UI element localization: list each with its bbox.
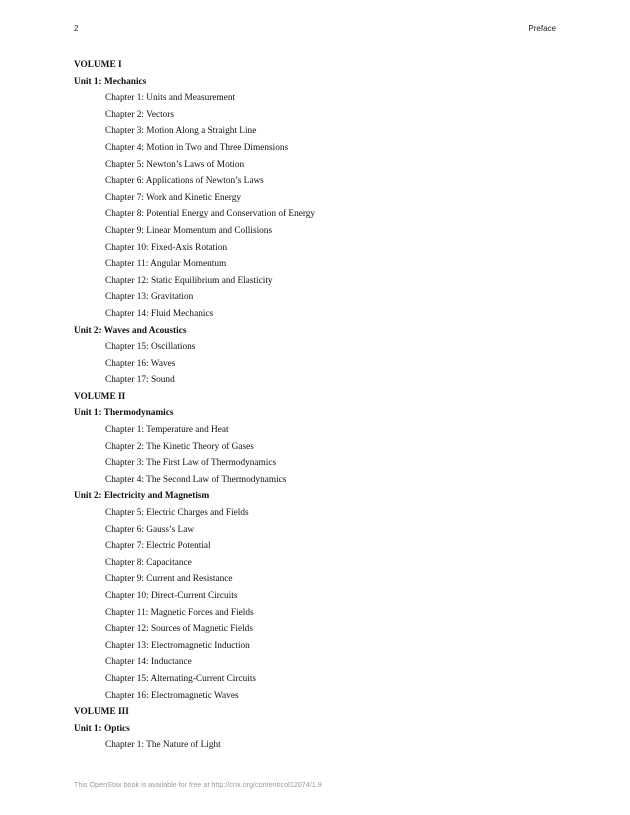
toc-chapter-entry: Chapter 13: Gravitation — [105, 292, 194, 303]
toc-chapter-entry: Chapter 12: Static Equilibrium and Elasticity — [105, 275, 273, 286]
page-number: 2 — [74, 24, 79, 33]
toc-chapter-entry: Chapter 9: Linear Momentum and Collisions — [105, 225, 273, 236]
toc-chapter-entry: Chapter 5: Electric Charges and Fields — [105, 508, 249, 519]
footer-availability-note: This OpenStax book is available for free at http://cnx.org/content/col12074/1.9 — [74, 780, 322, 789]
toc-unit-entry: Unit 1: Mechanics — [74, 76, 147, 87]
toc-chapter-entry: Chapter 16: Electromagnetic Waves — [105, 690, 239, 701]
toc-unit-entry: Unit 2: Waves and Acoustics — [74, 325, 187, 336]
toc-chapter-entry: Chapter 3: The First Law of Thermodynamics — [105, 458, 277, 469]
toc-chapter-entry: Chapter 14: Fluid Mechanics — [105, 308, 214, 319]
toc-chapter-entry: Chapter 15: Alternating-Current Circuits — [105, 673, 257, 684]
running-header-section: Preface — [528, 24, 556, 33]
toc-chapter-entry: Chapter 2: Vectors — [105, 109, 175, 120]
toc-chapter-entry: Chapter 12: Sources of Magnetic Fields — [105, 624, 253, 635]
toc-chapter-entry: Chapter 1: The Nature of Light — [105, 740, 221, 751]
toc-chapter-entry: Chapter 2: The Kinetic Theory of Gases — [105, 441, 254, 452]
toc-unit-entry: Unit 1: Thermodynamics — [74, 408, 174, 419]
toc-chapter-entry: Chapter 7: Electric Potential — [105, 541, 211, 552]
toc-chapter-entry: Chapter 5: Newton’s Laws of Motion — [105, 159, 245, 170]
toc-volume-entry: VOLUME II — [74, 391, 126, 402]
toc-chapter-entry: Chapter 3: Motion Along a Straight Line — [105, 126, 257, 137]
toc-chapter-entry: Chapter 6: Applications of Newton’s Laws — [105, 176, 264, 187]
toc-volume-entry: VOLUME III — [74, 707, 129, 718]
toc-chapter-entry: Chapter 4: The Second Law of Thermodynamics — [105, 474, 287, 485]
toc-chapter-entry: Chapter 6: Gauss’s Law — [105, 524, 195, 535]
toc-chapter-entry: Chapter 15: Oscillations — [105, 342, 196, 353]
toc-chapter-entry: Chapter 7: Work and Kinetic Energy — [105, 192, 242, 203]
toc-volume-entry: VOLUME I — [74, 60, 122, 70]
toc-chapter-entry: Chapter 4: Motion in Two and Three Dimensions — [105, 142, 289, 153]
toc-chapter-entry: Chapter 16: Waves — [105, 358, 176, 369]
toc-unit-entry: Unit 1: Optics — [74, 723, 130, 734]
table-of-contents — [74, 57, 554, 754]
toc-chapter-entry: Chapter 1: Units and Measurement — [105, 93, 236, 104]
toc-chapter-entry: Chapter 9: Current and Resistance — [105, 574, 233, 585]
toc-chapter-entry: Chapter 8: Capacitance — [105, 557, 192, 568]
toc-chapter-entry: Chapter 1: Temperature and Heat — [105, 425, 229, 436]
toc-chapter-entry: Chapter 17: Sound — [105, 375, 175, 386]
toc-chapter-entry: Chapter 10: Direct-Current Circuits — [105, 591, 238, 601]
toc-chapter-entry: Chapter 11: Magnetic Forces and Fields — [105, 607, 254, 618]
toc-chapter-entry: Chapter 14: Inductance — [105, 657, 192, 668]
toc-chapter-entry: Chapter 8: Potential Energy and Conservation of Energy — [105, 209, 316, 220]
toc-chapter-entry: Chapter 13: Electromagnetic Induction — [105, 640, 250, 651]
toc-chapter-entry: Chapter 10: Fixed-Axis Rotation — [105, 242, 228, 253]
toc-unit-entry: Unit 2: Electricity and Magnetism — [74, 491, 210, 502]
toc-chapter-entry: Chapter 11: Angular Momentum — [105, 259, 227, 270]
